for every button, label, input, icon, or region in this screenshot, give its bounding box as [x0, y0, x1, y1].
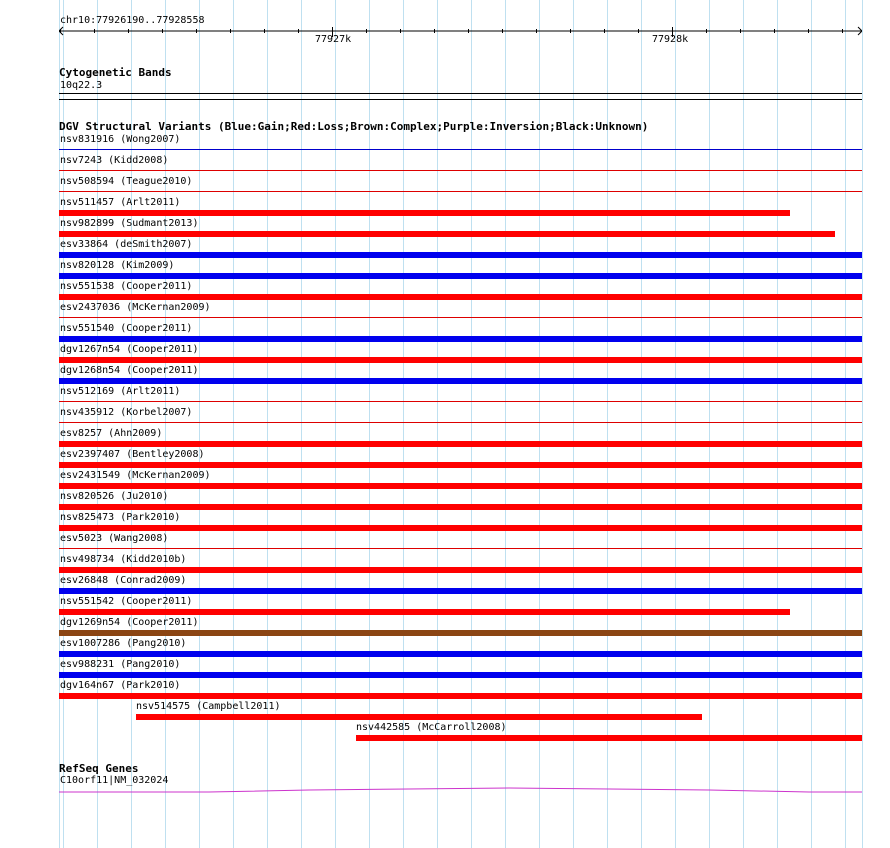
variant-bar-loss[interactable]	[356, 735, 862, 741]
variant-label[interactable]: nsv820128 (Kim2009)	[60, 260, 175, 271]
variant-label[interactable]: esv2431549 (McKernan2009)	[60, 470, 211, 481]
ruler[interactable]	[59, 25, 862, 45]
variant-label[interactable]: nsv831916 (Wong2007)	[60, 134, 181, 145]
variant-label[interactable]: nsv551538 (Cooper2011)	[60, 281, 193, 292]
variant-bar-loss[interactable]	[59, 609, 790, 615]
variant-label[interactable]: nsv511457 (Arlt2011)	[60, 197, 181, 208]
variant-bar-loss[interactable]	[59, 357, 862, 363]
variant-label[interactable]: esv5023 (Wang2008)	[60, 533, 169, 544]
gene-model[interactable]	[59, 786, 862, 796]
variant-bar-loss[interactable]	[59, 693, 862, 699]
variant-bar-gain[interactable]	[59, 336, 862, 342]
variant-bar-loss[interactable]	[59, 231, 835, 237]
refseq-track-title: RefSeq Genes	[59, 762, 139, 775]
variant-label[interactable]: nsv508594 (Teague2010)	[60, 176, 193, 187]
cytoband-label: 10q22.3	[60, 80, 103, 91]
variant-label[interactable]: dgv1269n54 (Cooper2011)	[60, 617, 199, 628]
variant-label[interactable]: nsv514575 (Campbell2011)	[136, 701, 281, 712]
variant-label[interactable]: nsv512169 (Arlt2011)	[60, 386, 181, 397]
variant-label[interactable]: nsv551540 (Cooper2011)	[60, 323, 193, 334]
variant-label[interactable]: esv8257 (Ahn2009)	[60, 428, 163, 439]
gene-label[interactable]: C10orf11|NM_032024	[60, 775, 169, 786]
variant-label[interactable]: esv2437036 (McKernan2009)	[60, 302, 211, 313]
variant-label[interactable]: esv2397407 (Bentley2008)	[60, 449, 205, 460]
variant-bar-loss[interactable]	[59, 525, 862, 531]
variant-label[interactable]: esv33864 (deSmith2007)	[60, 239, 193, 250]
variant-line	[59, 149, 862, 150]
variant-bar-gain[interactable]	[59, 252, 862, 258]
variant-bar-loss[interactable]	[136, 714, 702, 720]
variant-label[interactable]: nsv982899 (Sudmant2013)	[60, 218, 199, 229]
cytoband-line-top	[59, 93, 862, 94]
variant-label[interactable]: esv26848 (Conrad2009)	[60, 575, 187, 586]
variant-bar-loss[interactable]	[59, 567, 862, 573]
variant-line	[59, 191, 862, 192]
variant-label[interactable]: nsv7243 (Kidd2008)	[60, 155, 169, 166]
variant-line	[59, 401, 862, 402]
variant-bar-loss[interactable]	[59, 504, 862, 510]
variant-line	[59, 170, 862, 171]
variant-label[interactable]: nsv551542 (Cooper2011)	[60, 596, 193, 607]
variant-bar-loss[interactable]	[59, 483, 862, 489]
ruler-tick-label-1: 77927k	[315, 34, 352, 45]
variant-label[interactable]: dgv1267n54 (Cooper2011)	[60, 344, 199, 355]
variant-label[interactable]: nsv435912 (Korbel2007)	[60, 407, 193, 418]
variant-bar-gain[interactable]	[59, 672, 862, 678]
ruler-tick-label-2: 77928k	[652, 34, 689, 45]
variant-label[interactable]: nsv825473 (Park2010)	[60, 512, 181, 523]
variant-label[interactable]: esv1007286 (Pang2010)	[60, 638, 187, 649]
variant-bar-gain[interactable]	[59, 588, 862, 594]
variant-line	[59, 548, 862, 549]
variant-bar-complex[interactable]	[59, 630, 862, 636]
position-label: chr10:77926190..77928558	[60, 15, 205, 26]
variant-bar-loss[interactable]	[59, 462, 862, 468]
variant-bar-loss[interactable]	[59, 441, 862, 447]
variant-bar-loss[interactable]	[59, 294, 862, 300]
variant-line	[59, 422, 862, 423]
variant-bar-loss[interactable]	[59, 210, 790, 216]
variant-bar-gain[interactable]	[59, 378, 862, 384]
variant-label[interactable]: dgv164n67 (Park2010)	[60, 680, 181, 691]
variant-label[interactable]: dgv1268n54 (Cooper2011)	[60, 365, 199, 376]
cytoband-line-bottom	[59, 99, 862, 100]
dgv-track-title: DGV Structural Variants (Blue:Gain;Red:Loss;Brown:Complex;Purple:Inversion;Black:Unknown)	[59, 120, 649, 133]
variant-label[interactable]: esv988231 (Pang2010)	[60, 659, 181, 670]
cytoband-track-title: Cytogenetic Bands	[59, 66, 172, 79]
variant-bar-gain[interactable]	[59, 273, 862, 279]
variant-label[interactable]: nsv498734 (Kidd2010b)	[60, 554, 187, 565]
variant-line	[59, 317, 862, 318]
variant-label[interactable]: nsv820526 (Ju2010)	[60, 491, 169, 502]
variant-bar-gain[interactable]	[59, 651, 862, 657]
variant-label[interactable]: nsv442585 (McCarroll2008)	[356, 722, 507, 733]
